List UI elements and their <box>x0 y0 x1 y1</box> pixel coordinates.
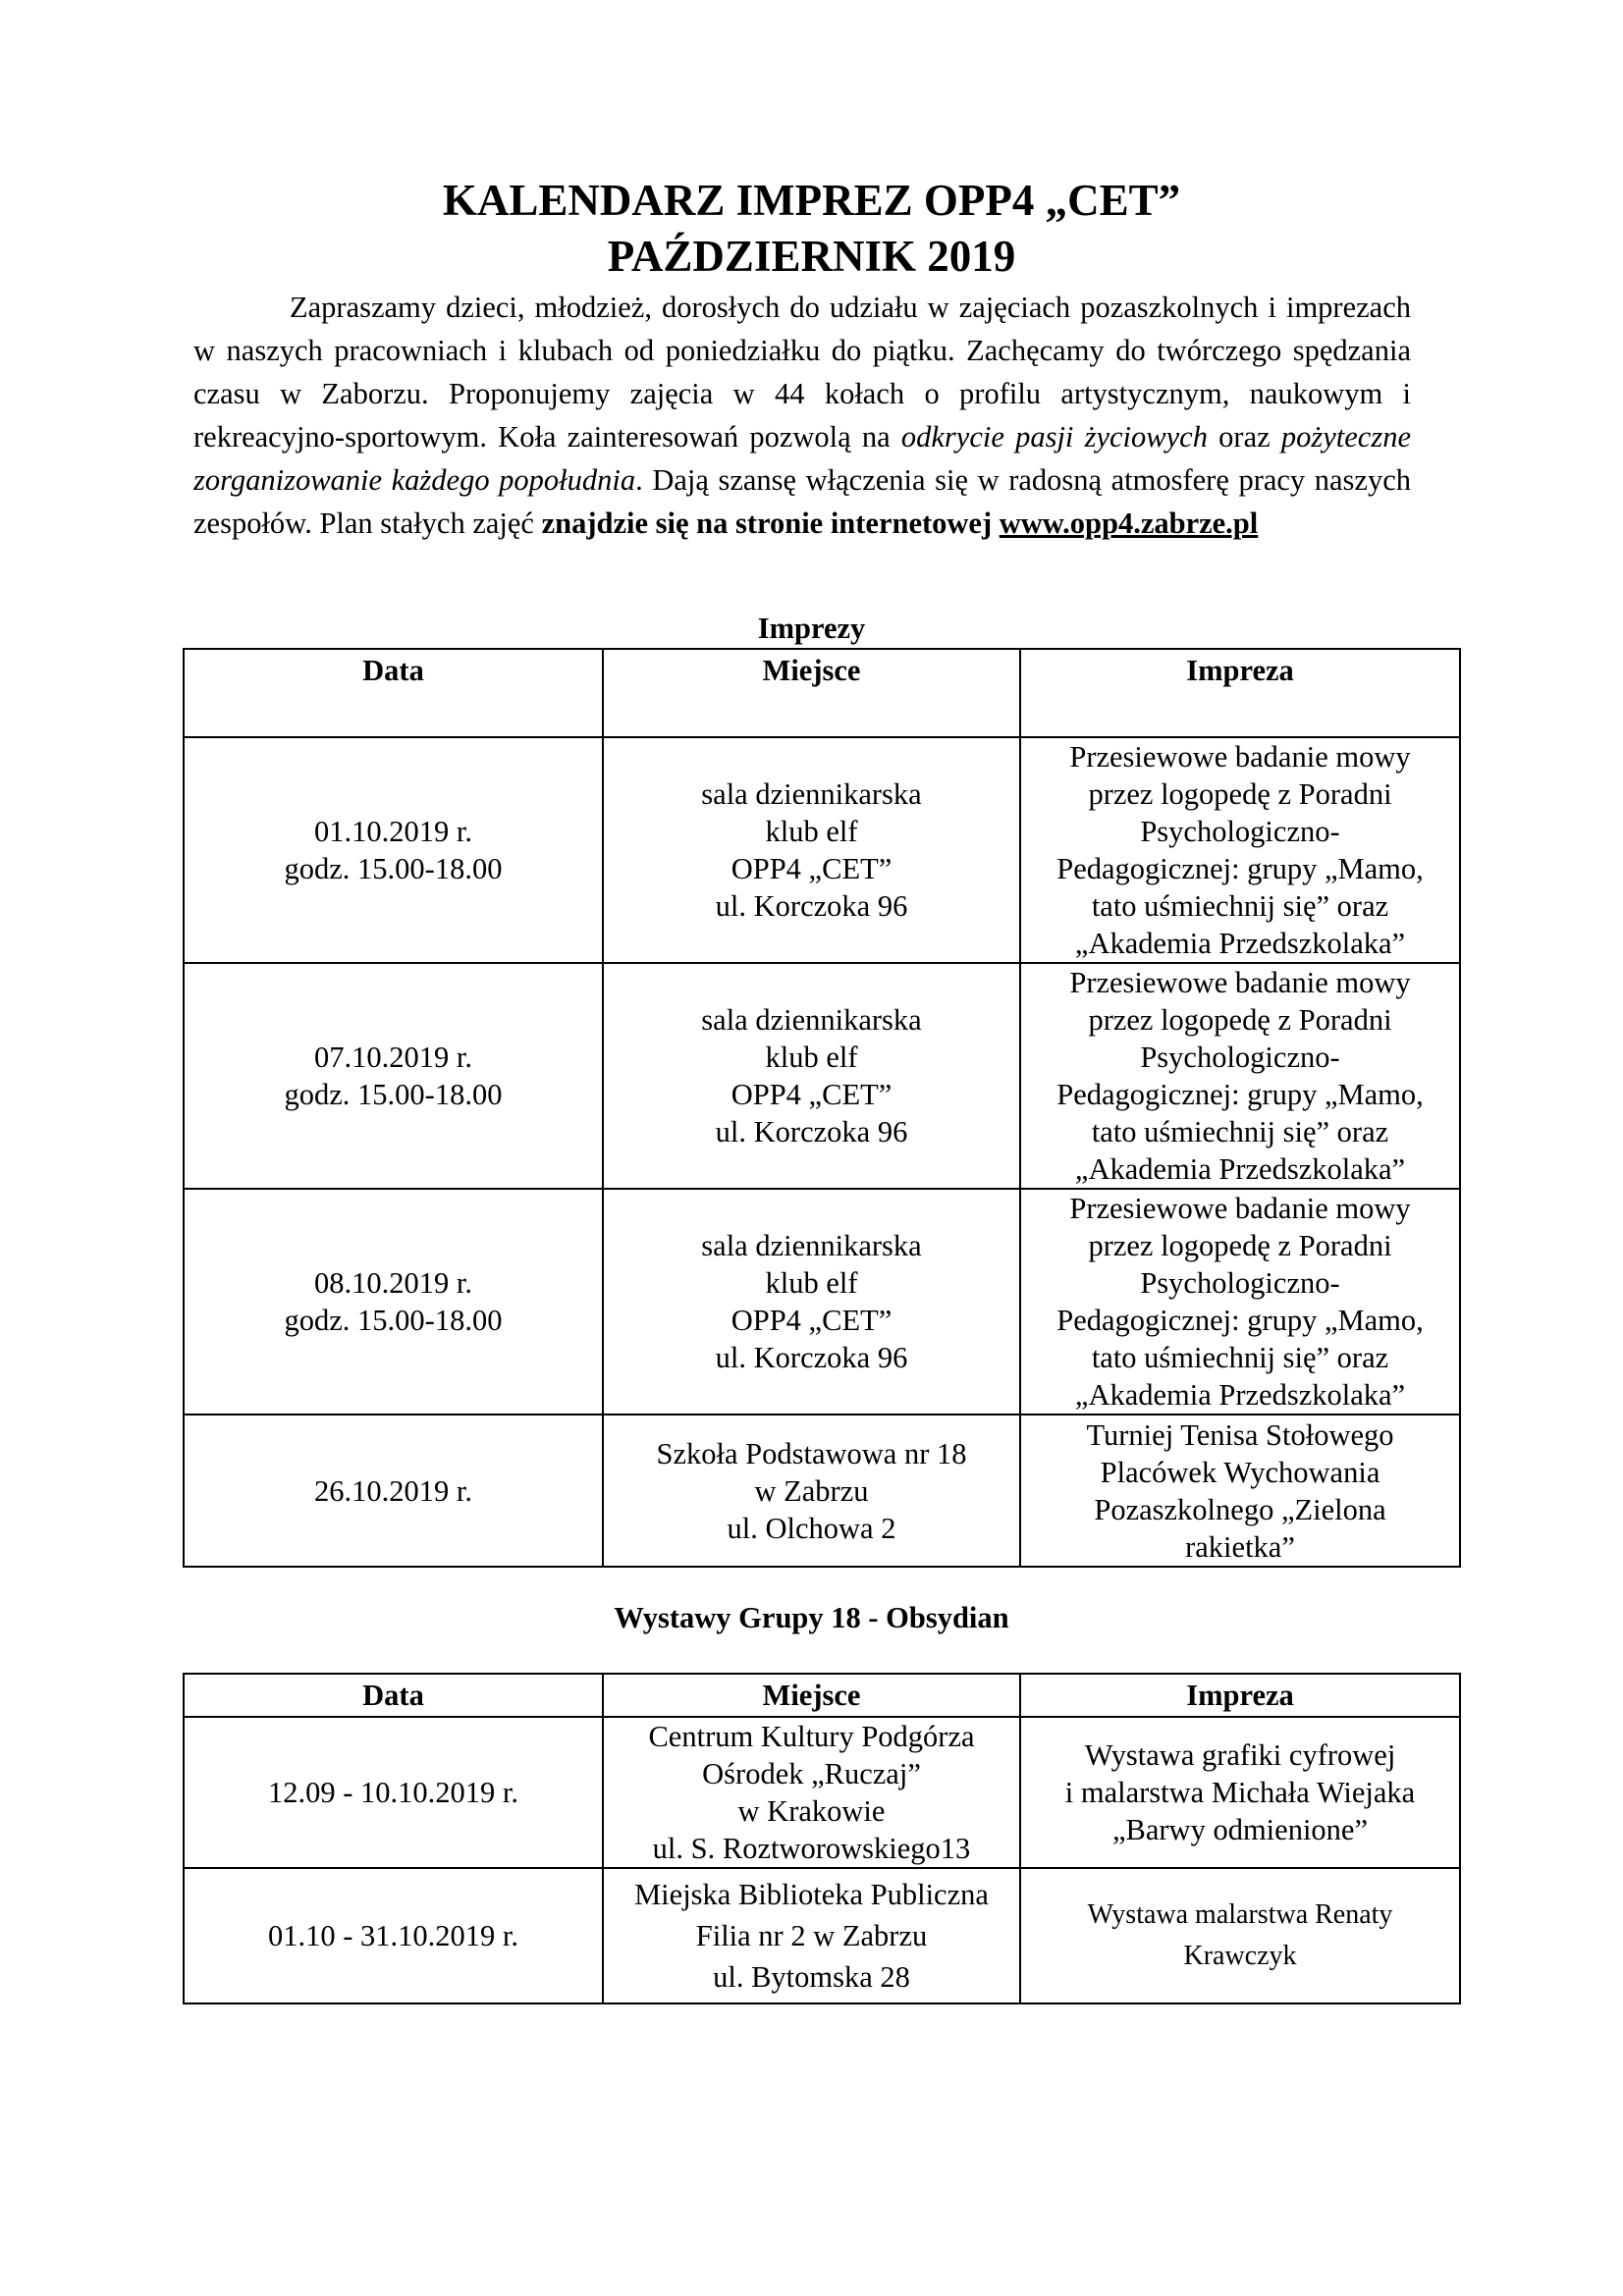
intro-bold-text: znajdzie się na stronie internetowej <box>541 507 1000 540</box>
event-line: Psychologiczno- <box>1140 1041 1340 1074</box>
event-line: przez logopedę z Poradni <box>1088 777 1392 811</box>
exhibition-date-cell <box>184 1717 603 1868</box>
event-description-cell <box>1020 1415 1460 1567</box>
event-place-cell <box>603 737 1020 963</box>
events-section-caption: Imprezy <box>757 612 866 645</box>
website-link[interactable]: www.opp4.zabrze.pl <box>999 507 1259 540</box>
event-date-cell <box>184 737 603 963</box>
date-text: 07.10.2019 r. <box>314 1041 472 1074</box>
intro-text-3: . Dają szansę włączenia się w radosną atmosferę pracy naszych zespołów. Plan stałych zajęć <box>193 463 1411 540</box>
exhibition-description-cell <box>1020 1717 1460 1868</box>
place-line: ul. Korczoka 96 <box>715 1341 908 1374</box>
event-line: Psychologiczno- <box>1140 1266 1340 1300</box>
place-line: sala dziennikarska <box>701 1003 922 1037</box>
place-line: sala dziennikarska <box>701 777 922 811</box>
event-line: Pedagogicznej: grupy „Mamo, <box>1056 852 1424 885</box>
event-line: Przesiewowe badanie mowy <box>1069 740 1411 774</box>
events-header-row <box>184 649 1460 737</box>
place-line: w Krakowie <box>737 1794 886 1828</box>
table-row <box>184 1189 1460 1415</box>
date-range-text: 12.09 - 10.10.2019 r. <box>267 1776 518 1809</box>
column-header-event: Impreza <box>1020 649 1460 737</box>
event-line: Pozaszkolnego „Zielona <box>1094 1492 1386 1526</box>
table-row <box>184 1415 1460 1567</box>
event-line: Placówek Wychowania <box>1100 1455 1380 1489</box>
intro-italic-2: pożyteczne zorganizowanie każdego popołudnia <box>193 420 1411 497</box>
place-line: OPP4 „CET” <box>730 1078 893 1111</box>
date-text: 01.10.2019 r. <box>314 815 472 848</box>
event-line: „Akademia Przedszkolaka” <box>1074 1152 1406 1186</box>
event-line: tato uśmiechnij się” oraz <box>1091 1115 1389 1148</box>
place-line: Centrum Kultury Podgórza <box>648 1720 975 1753</box>
column-header-date: Data <box>184 1674 603 1717</box>
events-table <box>183 648 1461 1568</box>
place-line: w Zabrzu <box>754 1473 869 1508</box>
date-text: 26.10.2019 r. <box>314 1473 472 1508</box>
place-line: klub elf <box>765 815 858 848</box>
intro-paragraph <box>193 286 1411 545</box>
event-date-cell <box>184 1189 603 1415</box>
event-line: tato uśmiechnij się” oraz <box>1091 1341 1389 1374</box>
event-place-cell <box>603 963 1020 1189</box>
place-line: ul. S. Roztworowskiego13 <box>652 1832 971 1865</box>
intro-text-2: oraz <box>1207 420 1281 454</box>
table-row <box>184 1868 1460 2003</box>
event-line: Turniej Tenisa Stołowego <box>1086 1417 1394 1452</box>
intro-italic-1: odkrycie pasji życiowych <box>900 420 1208 454</box>
event-description-cell <box>1020 1189 1460 1415</box>
place-line: sala dziennikarska <box>701 1229 922 1262</box>
place-line: Ośrodek „Ruczaj” <box>702 1757 921 1790</box>
event-line: Przesiewowe badanie mowy <box>1069 966 1411 999</box>
intro-text-1: Zapraszamy dzieci, młodzież, dorosłych do udziału w zajęciach pozaszkolnych i imprezach w naszych pracowniach i klubach od poniedziałku do piątku. Zachęcamy do twórczego spędzania czasu w Zaborzu. Proponujemy zajęcia w 44 kołach o profilu artystycznym, naukowym i rekreacyjno-sportowym. Koła zainteresowań pozwolą na <box>193 291 1411 454</box>
time-text: godz. 15.00-18.00 <box>284 852 503 885</box>
table-row <box>184 963 1460 1189</box>
date-text: 08.10.2019 r. <box>314 1266 472 1300</box>
exhibitions-table <box>183 1673 1461 2004</box>
place-line: Filia nr 2 w Zabrzu <box>695 1919 928 1952</box>
event-line: Przesiewowe badanie mowy <box>1069 1192 1411 1225</box>
event-line: i malarstwa Michała Wiejaka <box>1064 1776 1416 1809</box>
column-header-place: Miejsce <box>603 649 1020 737</box>
date-range-text: 01.10 - 31.10.2019 r. <box>267 1919 518 1952</box>
event-line: Wystawa malarstwa Renaty <box>1087 1899 1393 1930</box>
event-date-cell <box>184 1415 603 1567</box>
place-line: ul. Korczoka 96 <box>715 889 908 923</box>
exhibition-date-cell <box>184 1868 603 2003</box>
exhibition-place-cell <box>603 1717 1020 1868</box>
column-header-date: Data <box>184 649 603 737</box>
exhibitions-header-row <box>184 1674 1460 1717</box>
column-header-place: Miejsce <box>603 1674 1020 1717</box>
event-line: Pedagogicznej: grupy „Mamo, <box>1056 1304 1424 1337</box>
event-line: „Barwy odmienione” <box>1111 1813 1368 1846</box>
exhibition-place-cell <box>603 1868 1020 2003</box>
event-line: „Akademia Przedszkolaka” <box>1074 1378 1406 1412</box>
document-subtitle-month: PAŹDZIERNIK 2019 <box>607 232 1016 281</box>
place-line: ul. Korczoka 96 <box>715 1115 908 1148</box>
event-description-cell <box>1020 737 1460 963</box>
event-line: Psychologiczno- <box>1140 815 1340 848</box>
place-line: ul. Olchowa 2 <box>727 1511 896 1545</box>
event-line: Pedagogicznej: grupy „Mamo, <box>1056 1078 1424 1111</box>
event-place-cell <box>603 1415 1020 1567</box>
event-line: Wystawa grafiki cyfrowej <box>1084 1738 1396 1772</box>
place-line: klub elf <box>765 1266 858 1300</box>
event-description-cell <box>1020 963 1460 1189</box>
place-line: OPP4 „CET” <box>730 1304 893 1337</box>
event-line: rakietka” <box>1185 1529 1295 1564</box>
event-line: Krawczyk <box>1183 1941 1297 1971</box>
time-text: godz. 15.00-18.00 <box>284 1078 503 1111</box>
place-line: klub elf <box>765 1041 858 1074</box>
table-row <box>184 1717 1460 1868</box>
place-line: ul. Bytomska 28 <box>713 1960 910 1994</box>
place-line: Miejska Biblioteka Publiczna <box>634 1878 989 1911</box>
event-date-cell <box>184 963 603 1189</box>
document-title: KALENDARZ IMPREZ OPP4 „CET” <box>442 176 1181 225</box>
exhibition-description-cell <box>1020 1868 1460 2003</box>
event-line: przez logopedę z Poradni <box>1088 1229 1392 1262</box>
event-line: „Akademia Przedszkolaka” <box>1074 927 1406 960</box>
event-place-cell <box>603 1189 1020 1415</box>
place-line: OPP4 „CET” <box>730 852 893 885</box>
column-header-event: Impreza <box>1020 1674 1460 1717</box>
exhibitions-section-caption: Wystawy Grupy 18 - Obsydian <box>614 1601 1009 1634</box>
time-text: godz. 15.00-18.00 <box>284 1304 503 1337</box>
event-line: tato uśmiechnij się” oraz <box>1091 889 1389 923</box>
table-row <box>184 737 1460 963</box>
event-line: przez logopedę z Poradni <box>1088 1003 1392 1037</box>
place-line: Szkoła Podstawowa nr 18 <box>656 1436 967 1470</box>
